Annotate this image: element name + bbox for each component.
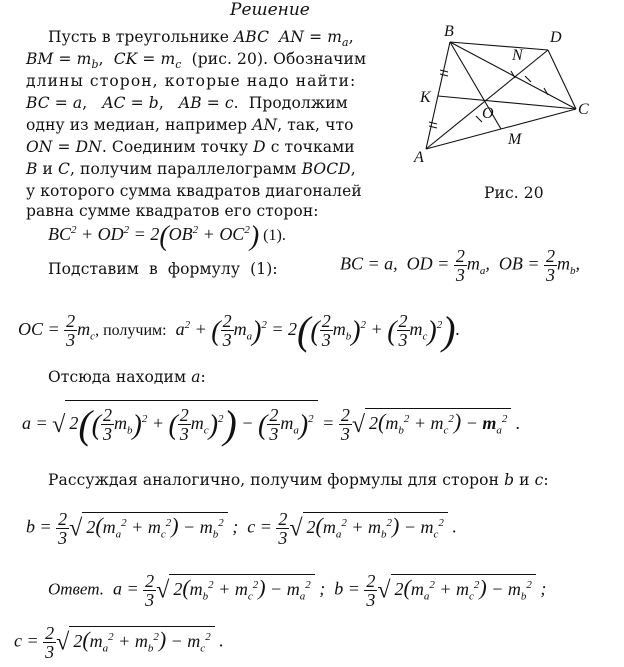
solution-title: Решение	[230, 0, 310, 20]
formula-a-derivation: a = √ 2(( $\frac{2}{3}$ $m_b)^2$ + ( $\frac{2}{3}$ $m_c)^2$) − ( $\frac{2}{3}$ $m_a)^2$ = $\frac{2}{3}$ √ $2(m_b^2 + m_c^2) - m_a^2$ .	[22, 402, 521, 447]
text-line-9: равна сумме квадратов его сторон:	[26, 202, 319, 220]
text-line-6: ON = DN. Соединим точку D с точками	[26, 138, 355, 156]
equation-1: $BC^2 + OD^2 = 2(OB^2 + OC^2)$ (1).	[48, 221, 286, 252]
label-m: M	[508, 131, 522, 148]
label-d: D	[550, 29, 562, 46]
subst-values: BC = a, OD = $\frac{2}{3}$ $m_a$, OB = $\frac{2}{3}$ $m_b$,	[340, 246, 580, 285]
text-line-5: одну из медиан, например AN, так, что	[26, 116, 354, 134]
text-hence: Отсюда находим a:	[48, 368, 206, 386]
answer-line-1: Ответ. a = $\frac{2}{3}$ √ $2(m_b^2 + m_c^2) - m_a^2$ ; b = $\frac{2}{3}$ √ $2(m_a^2 + m_c^2) - m_b^2$ ;	[48, 571, 547, 610]
label-n: N	[512, 47, 523, 64]
label-c: C	[578, 101, 589, 118]
label-a: A	[414, 149, 424, 166]
text-substitute: Подставим в формулу (1):	[48, 260, 278, 278]
text-line-4: BC = a, AC = b, AB = c. Продолжим	[26, 94, 348, 112]
text-line-2: BM = $m_b$, CK = $m_c$ (рис. 20). Обозначим	[26, 50, 367, 72]
text-line-1: Пусть в треугольнике ABC AN = $m_a$,	[48, 28, 354, 50]
label-o: O	[482, 105, 494, 122]
text-analogous: Рассуждая аналогично, получим формулы для сторон b и c:	[48, 471, 549, 489]
triangle-figure	[408, 24, 608, 174]
answer-line-2: c = $\frac{2}{3}$ √ $2(m_a^2 + m_b^2) - m_c^2$ .	[14, 623, 224, 662]
text-line-8: у которого сумма квадратов диагоналей	[26, 182, 362, 200]
oc-equation: OC = $\frac{2}{3}$ $m_c$, получим: $a^2$ + ( $\frac{2}{3}$ $m_a)^2 = 2$(( $\frac{2}{3}$ $m_b)^2$ + ( $\frac{2}{3}$ $m_c)^2$).	[18, 308, 461, 353]
answer-label: Ответ.	[48, 579, 104, 599]
text-line-7: B и C, получим параллелограмм BOCD,	[26, 160, 356, 178]
figure-caption: Рис. 20	[484, 184, 544, 202]
side-dc	[548, 50, 576, 109]
label-b: B	[444, 24, 454, 40]
side-bd	[450, 42, 548, 50]
label-k: K	[420, 89, 431, 106]
formula-b-c: b = $\frac{2}{3}$ √ $2(m_a^2 + m_c^2) - m_b^2$ ; c = $\frac{2}{3}$ √ $2(m_a^2 + m_b^2) - m_c^2$ .	[26, 509, 457, 548]
median-an	[426, 50, 548, 149]
text-line-3: длины сторон, которые надо найти:	[26, 72, 357, 90]
